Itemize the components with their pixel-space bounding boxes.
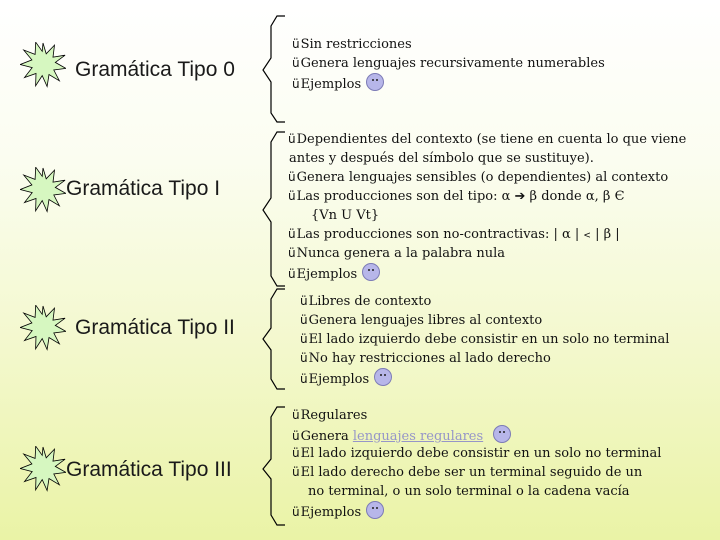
smiley-icon[interactable]: [362, 263, 380, 281]
check-icon: ü: [292, 429, 300, 443]
list-item: üGenera lenguajes regulares: [292, 425, 661, 444]
smiley-icon[interactable]: [366, 73, 384, 91]
starburst-icon: [20, 305, 66, 351]
check-icon: ü: [292, 77, 300, 91]
check-icon: ü: [300, 313, 308, 327]
list-item: üLas producciones son no-contractivas: | α | < | β |: [288, 227, 620, 242]
feature-list: [292, 35, 605, 92]
list-item: üEjemplos: [300, 368, 669, 387]
check-icon: ü: [292, 505, 300, 519]
list-item: üGenera lenguajes recursivamente numerables: [292, 56, 605, 71]
section-title: Gramática Tipo II: [75, 316, 235, 339]
list-item: üDependientes del contexto (se tiene en cuenta lo que viene: [288, 132, 687, 147]
smiley-icon[interactable]: [374, 368, 392, 386]
list-item: antes y después del símbolo que se sustituye).: [289, 151, 594, 166]
list-item: üEl lado derecho debe ser un terminal seguido de un: [292, 465, 643, 480]
list-item: üGenera lenguajes sensibles (o dependientes) al contexto: [288, 170, 669, 185]
check-icon: ü: [300, 294, 308, 308]
list-item: üGenera lenguajes libres al contexto: [300, 313, 543, 328]
check-icon: ü: [288, 267, 296, 281]
list-item: üSin restricciones: [292, 37, 412, 52]
feature-list: [300, 292, 669, 387]
list-item: üEjemplos: [288, 263, 686, 282]
list-item: üRegulares: [292, 408, 368, 423]
right-brace: [257, 14, 289, 124]
list-item: üEjemplos: [292, 501, 661, 520]
feature-list: [288, 130, 686, 282]
list-item: üLas producciones son del tipo: α ➔ β donde α, β Є: [288, 189, 625, 204]
right-brace: [257, 405, 289, 527]
section-title: Gramática Tipo III: [66, 458, 232, 481]
check-icon: ü: [292, 56, 300, 70]
check-icon: ü: [288, 170, 296, 184]
check-icon: ü: [300, 372, 308, 386]
regular-languages-link[interactable]: lenguajes regulares: [352, 429, 484, 444]
check-icon: ü: [288, 189, 296, 203]
list-item: üEl lado izquierdo debe consistir en un solo no terminal: [292, 446, 662, 461]
feature-list: [292, 406, 661, 520]
check-icon: ü: [292, 37, 300, 51]
list-item: üEl lado izquierdo debe consistir en un solo no terminal: [300, 332, 670, 347]
list-item: üNunca genera a la palabra nula: [288, 246, 506, 261]
list-item: {Vn U Vt}: [311, 208, 380, 223]
check-icon: ü: [292, 408, 300, 422]
section-title: Gramática Tipo I: [66, 177, 221, 200]
right-brace: [257, 287, 289, 391]
check-icon: ü: [300, 351, 308, 365]
check-icon: ü: [292, 446, 300, 460]
starburst-icon: [20, 446, 66, 492]
smiley-icon[interactable]: [366, 501, 384, 519]
starburst-icon: [20, 42, 66, 88]
list-item: üLibres de contexto: [300, 294, 432, 309]
check-icon: ü: [300, 332, 308, 346]
list-item: üEjemplos: [292, 73, 605, 92]
check-icon: ü: [288, 246, 296, 260]
section-title: Gramática Tipo 0: [75, 58, 235, 81]
list-item: no terminal, o un solo terminal o la cadena vacía: [308, 484, 630, 499]
check-icon: ü: [292, 465, 300, 479]
check-icon: ü: [288, 132, 296, 146]
smiley-icon[interactable]: [493, 425, 511, 443]
right-brace: [257, 130, 289, 288]
list-item: üNo hay restricciones al lado derecho: [300, 351, 551, 366]
starburst-icon: [20, 167, 66, 213]
check-icon: ü: [288, 227, 296, 241]
